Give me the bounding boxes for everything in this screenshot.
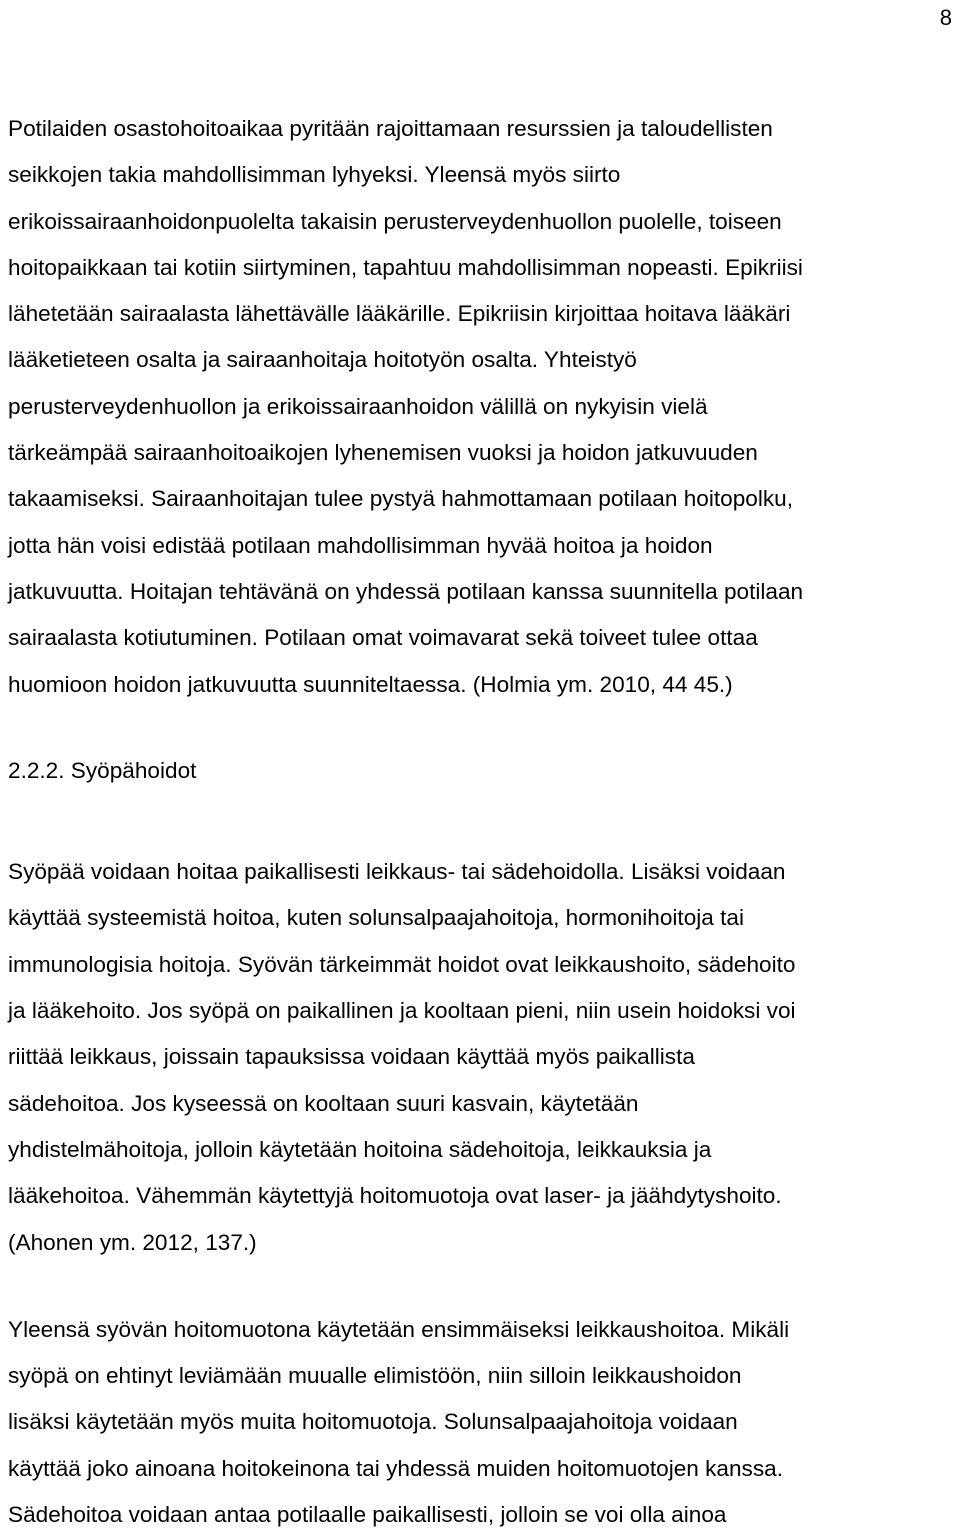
page-number: 8	[939, 5, 952, 30]
paragraph-discharge-care: Potilaiden osastohoitoaikaa pyritään rajoittamaan resurssien ja taloudellisten seikkojen takia mahdollisimman lyhyeksi. Yleensä myös siirto erikoissairaanhoidonpuolelta takaisin perusterveydenhuollon puolelle, toiseen hoitopaikkaan tai kotiin siirtyminen, tapahtuu mahdollisimman nopeasti. Epikriisi lähetetään sairaalasta lähettävälle lääkärille. Epikriisin kirjoittaa hoitava lääkäri lääketieteen osalta ja sairaanhoitaja hoitotyön osalta. Yhteistyö perusterveydenhuollon ja erikoissairaanhoidon välillä on nykyisin vielä tärkeämpää sairaanhoitoaikojen lyhenemisen vuoksi ja hoidon jatkuvuuden takaamiseksi. Sairaanhoitajan tulee pystyä hahmottamaan potilaan hoitopolku, jotta hän voisi edistää potilaan mahdollisimman hyvää hoitoa ja hoidon jatkuvuutta. Hoitajan tehtävänä on yhdessä potilaan kanssa suunnitella potilaan sairaalasta kotiutuminen. Potilaan omat voimavarat sekä toiveet tulee ottaa huomioon hoidon jatkuvuutta suunniteltaessa. (Holmia ym. 2010, 44 45.)	[8, 116, 804, 697]
section-heading: 2.2.2. Syöpähoidot	[8, 757, 197, 783]
document-body	[8, 106, 956, 1538]
paragraph-cancer-treatments: Syöpää voidaan hoitaa paikallisesti leikkaus- tai sädehoidolla. Lisäksi voidaan käyttää systeemistä hoitoa, kuten solunsalpaajahoitoja, hormonihoitoja tai immunologisia hoitoja. Syövän tärkeimmät hoidot ovat leikkaushoito, sädehoito ja lääkehoito. Jos syöpä on paikallinen ja kooltaan pieni, niin usein hoidoksi voi riittää leikkaus, joissain tapauksissa voidaan käyttää myös paikallista sädehoitoa. Jos kyseessä on kooltaan suuri kasvain, käytetään yhdistelmähoitoja, jolloin käytetään hoitoina sädehoitoja, leikkauksia ja lääkehoitoa. Vähemmän käytettyjä hoitomuotoja ovat laser- ja jäähdytyshoito. (Ahonen ym. 2012, 137.)	[8, 859, 796, 1255]
paragraph-treatment-order: Yleensä syövän hoitomuotona käytetään ensimmäiseksi leikkaushoitoa. Mikäli syöpä on ehtinyt leviämään muualle elimistöön, niin silloin leikkaushoidon lisäksi käytetään myös muita hoitomuotoja. Solunsalpaajahoitoja voidaan käyttää joko ainoana hoitokeinona tai yhdessä muiden hoitomuotojen kanssa. Sädehoitoa voidaan antaa potilaalle paikallisesti, jolloin se voi olla ainoa	[8, 1316, 790, 1528]
